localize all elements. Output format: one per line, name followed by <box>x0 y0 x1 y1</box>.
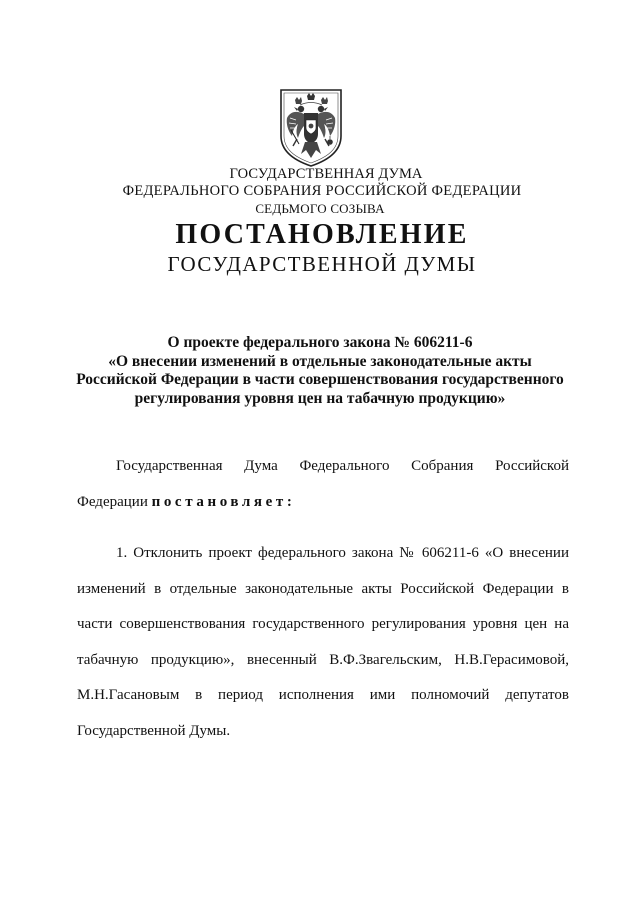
clause-1-line-6: Государственной Думы. <box>77 722 231 739</box>
coat-of-arms-icon <box>271 84 351 170</box>
issuer-line-1: ГОСУДАРСТВЕННАЯ ДУМА <box>229 166 423 182</box>
document-issuer: ГОСУДАРСТВЕННОЙ ДУМЫ <box>167 252 477 276</box>
decree-word: постановляет: <box>151 493 296 510</box>
subject-line-1: О проекте федерального закона № 606211-6 <box>167 334 473 351</box>
document-type-title: ПОСТАНОВЛЕНИЕ <box>175 219 469 250</box>
clause-1-line-1: 1. Отклонить проект федерального закона № 606211-6 «О внесении <box>116 545 569 561</box>
resolution-subject <box>60 334 580 408</box>
subject-line-4: регулирования уровня цен на табачную продукцию» <box>134 389 506 407</box>
clause-1-line-4: табачную продукцию», внесенный В.Ф.Звагельским, Н.В.Герасимовой, <box>77 651 569 668</box>
clause-1-line-2: изменений в отдельные законодательные акты Российской Федерации в <box>77 580 569 597</box>
clause-1-line-3: части совершенствования государственного регулирования уровня цен на <box>77 616 569 632</box>
subject-line-2: «О внесении изменений в отдельные законодательные акты <box>108 352 532 370</box>
convocation-line: СЕДЬМОГО СОЗЫВА <box>255 201 385 216</box>
preamble-paragraph <box>77 449 569 520</box>
clause-1-paragraph <box>77 536 569 749</box>
clause-1-line-5: М.Н.Гасановым в период исполнения ими полномочий депутатов <box>77 687 569 703</box>
preamble-line-2-start: Федерации <box>77 493 152 510</box>
preamble-line-1: Государственная Дума Федерального Собрания Российской <box>116 458 569 474</box>
preamble-line-2 <box>77 485 569 521</box>
issuer-line-2: ФЕДЕРАЛЬНОГО СОБРАНИЯ РОССИЙСКОЙ ФЕДЕРАЦИИ <box>122 183 522 199</box>
subject-line-3: Российской Федерации в части совершенствования государственного <box>76 371 564 388</box>
